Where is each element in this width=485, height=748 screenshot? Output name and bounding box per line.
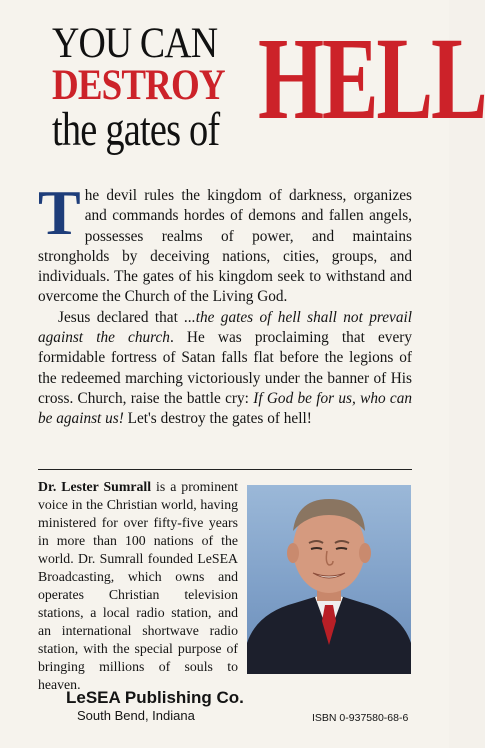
p2-battle-cry: If God be for us, who can be against us! — [38, 389, 413, 428]
isbn-number: ISBN 0-937580-68-6 — [312, 712, 409, 724]
title-line-3: the gates of — [52, 103, 220, 156]
divider-rule — [38, 469, 412, 470]
author-photo — [247, 485, 411, 674]
description-paragraph-1 — [38, 177, 412, 308]
author-bio — [38, 478, 238, 694]
author-name: Dr. Lester Sumrall — [38, 479, 152, 494]
author-portrait-illustration — [247, 485, 411, 674]
paragraph-1-text: he devil rules the kingdom of darkness, organizes and commands hordes of demons and fallen angels, possesses realms of power, and maintains strongholds by deceiving nations, cities, groups, and individuals. The gates of his kingdom seek to withstand and overcome the Church of the Living God. — [38, 187, 412, 306]
description — [38, 177, 413, 430]
title-line-2: DESTROY — [52, 62, 225, 109]
title-big-word: HELL — [258, 13, 485, 144]
p2-middle: . He was proclaiming that every formidable fortress of Satan falls flat before the legions of the redeemed marching victoriously under the banner of His cross. Church, raise the battle cry: — [38, 329, 412, 407]
publisher-city: South Bend, Indiana — [77, 708, 195, 723]
p2-end: Let's destroy the gates of hell! — [123, 410, 312, 428]
p2-scripture-quote: ...the gates of hell shall not prevail against the church — [38, 308, 412, 347]
title-line-1: YOU CAN — [52, 20, 218, 67]
description-paragraph-2 — [38, 308, 412, 430]
publisher-name: LeSEA Publishing Co. — [66, 688, 244, 707]
drop-cap: T — [38, 177, 81, 248]
author-bio-text: is a prominent voice in the Christian world, having ministered for over fifty-five years in more than 100 nations of the world. Dr. Sumrall founded LeSEA Broadcasting, which owns and operates Christian television stations, a local radio station, and an international shortwave radio station, with the special purpose of bringing millions of souls to heaven. — [38, 479, 239, 692]
p2-start: Jesus declared that — [58, 308, 185, 326]
title-block — [52, 22, 252, 154]
